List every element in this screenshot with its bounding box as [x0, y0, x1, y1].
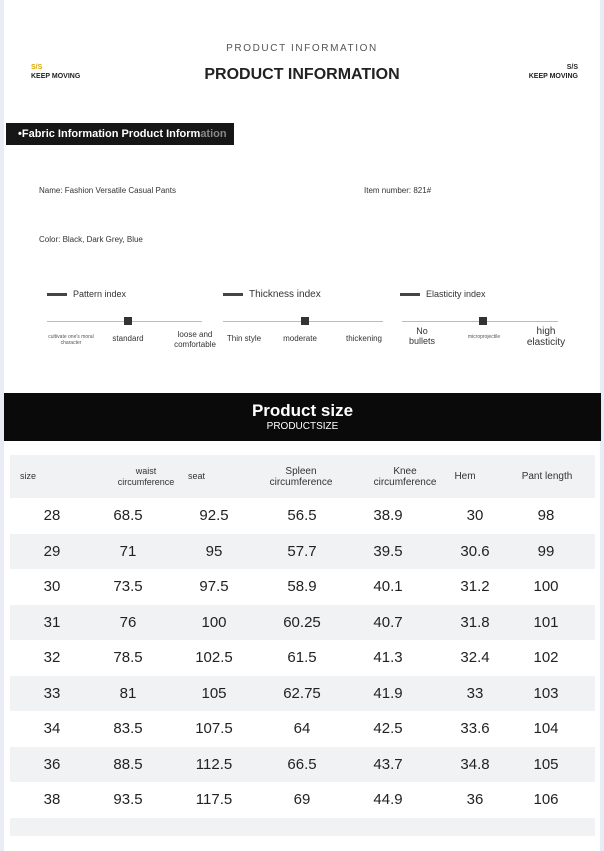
cell-waist: 93.5: [113, 791, 143, 808]
pattern-index-marker: [124, 317, 132, 325]
table-row: [10, 605, 595, 641]
cell-hem: 31.2: [460, 578, 490, 595]
table-row: [10, 534, 595, 570]
elasticity-index-mid: microprojectile: [467, 334, 501, 340]
elasticity-index-bar: [400, 293, 420, 296]
cell-hem: 36: [466, 791, 484, 808]
cell-hem: 30: [466, 507, 484, 524]
cell-size: 32: [43, 649, 61, 666]
cell-seat: 92.5: [199, 507, 229, 524]
cell-knee: 38.9: [373, 507, 403, 524]
cell-spleen: 57.7: [287, 542, 317, 560]
header-knee: Knee circumference: [373, 465, 437, 488]
brand-right-text: KEEP MOVING: [528, 73, 578, 80]
elasticity-index-marker: [479, 317, 487, 325]
brand-right-ss: S/S: [566, 64, 578, 71]
thickness-index-label: Thickness index: [249, 289, 321, 300]
cell-pant-length: 104: [533, 720, 559, 737]
cell-knee: 39.5: [373, 542, 403, 560]
header-seat: seat: [188, 471, 206, 481]
cell-size: 29: [43, 542, 61, 560]
cell-seat: 100: [201, 613, 227, 631]
header-hem: Hem: [454, 471, 476, 482]
pattern-index-label: Pattern index: [73, 289, 127, 299]
cell-pant-length: 99: [537, 542, 555, 560]
cell-pant-length: 100: [533, 578, 559, 595]
table-row: [10, 676, 595, 712]
thickness-index-high: thickening: [345, 334, 383, 343]
cell-hem: 33.6: [460, 720, 490, 737]
cell-spleen: 61.5: [287, 649, 317, 666]
elasticity-index-label: Elasticity index: [426, 289, 486, 299]
header-size: size: [20, 471, 37, 481]
product-color: Color: Black, Dark Grey, Blue: [39, 235, 143, 244]
cell-pant-length: 102: [533, 649, 559, 666]
size-table: [10, 455, 595, 836]
cell-seat: 105: [201, 684, 227, 702]
header-small-title: PRODUCT INFORMATION: [226, 43, 378, 54]
cell-spleen: 56.5: [287, 507, 317, 524]
cell-waist: 73.5: [113, 578, 143, 595]
header-big-title-text: PRODUCT INFORMATION: [204, 66, 400, 83]
cell-size: 36: [43, 755, 61, 773]
brand-right: [529, 63, 578, 81]
cell-size: 33: [43, 684, 61, 702]
cell-seat: 95: [205, 542, 223, 560]
brand-left-text: KEEP MOVING: [31, 73, 81, 80]
table-row: [10, 782, 595, 818]
cell-seat: 107.5: [195, 720, 233, 737]
brand-left: [31, 63, 80, 81]
cell-pant-length: 103: [533, 684, 559, 702]
cell-waist: 83.5: [113, 720, 143, 737]
cell-size: 31: [43, 613, 61, 631]
cell-size: 28: [43, 507, 61, 524]
cell-spleen: 66.5: [287, 755, 317, 773]
size-table-footer: [10, 818, 595, 836]
cell-pant-length: 106: [533, 791, 559, 808]
cell-hem: 32.4: [460, 649, 490, 666]
cell-hem: 34.8: [460, 755, 490, 773]
cell-spleen: 69: [293, 791, 311, 808]
size-table-header: [10, 455, 595, 498]
cell-knee: 43.7: [373, 755, 403, 773]
cell-knee: 41.3: [373, 649, 403, 666]
thickness-index-mid: moderate: [283, 334, 317, 343]
thickness-index-low: Thin style: [226, 334, 262, 343]
cell-knee: 42.5: [373, 720, 403, 737]
thickness-index-marker: [301, 317, 309, 325]
cell-waist: 81: [119, 684, 137, 702]
cell-knee: 40.7: [373, 613, 403, 631]
cell-waist: 76: [119, 613, 137, 631]
cell-seat: 97.5: [199, 578, 229, 595]
table-row: [10, 498, 595, 534]
cell-knee: 44.9: [373, 791, 403, 808]
cell-pant-length: 98: [537, 507, 555, 524]
cell-size: 34: [43, 720, 61, 737]
item-number: Item number: 821#: [364, 186, 432, 195]
thickness-index-title: [223, 289, 321, 300]
cell-waist: 68.5: [113, 507, 143, 524]
header-spleen: Spleen circumference: [269, 465, 333, 488]
cell-spleen: 60.25: [283, 613, 321, 631]
pattern-index-mid: standard: [112, 334, 144, 343]
brand-left-ss: S/S: [31, 64, 43, 71]
cell-size: 38: [43, 791, 61, 808]
table-row: [10, 747, 595, 783]
table-row: [10, 640, 595, 676]
cell-waist: 78.5: [113, 649, 143, 666]
cell-pant-length: 105: [533, 755, 559, 773]
cell-seat: 112.5: [195, 755, 233, 773]
table-row: [10, 569, 595, 605]
elasticity-index-title: [400, 289, 486, 299]
pattern-index-low: cultivate one's moral character: [48, 334, 94, 346]
table-row: [10, 711, 595, 747]
cell-spleen: 64: [293, 720, 311, 737]
product-size-title: Product size: [251, 401, 354, 420]
cell-waist: 88.5: [113, 755, 143, 773]
cell-seat: 102.5: [195, 649, 233, 666]
header-waist: waist circumference: [117, 465, 175, 487]
pattern-index-title: [47, 289, 126, 299]
cell-hem: 33: [466, 684, 484, 702]
thickness-index-bar: [223, 293, 243, 296]
cell-waist: 71: [119, 542, 137, 560]
cell-pant-length: 101: [533, 613, 559, 631]
cell-spleen: 62.75: [283, 684, 321, 702]
cell-size: 30: [43, 578, 61, 595]
elasticity-index-low: No bullets: [408, 326, 435, 346]
header-pant-length: Pant length: [521, 471, 573, 482]
header-big-title: [0, 66, 604, 84]
cell-knee: 40.1: [373, 578, 403, 595]
fabric-title-fade: ation: [200, 128, 227, 140]
cell-hem: 31.8: [460, 613, 490, 631]
fabric-section-title: [6, 123, 234, 145]
cell-spleen: 58.9: [287, 578, 317, 595]
product-name: Name: Fashion Versatile Casual Pants: [39, 186, 176, 195]
cell-knee: 41.9: [373, 684, 403, 702]
product-size-banner: [4, 393, 601, 441]
size-table-body: [10, 498, 595, 818]
cell-seat: 117.5: [195, 791, 233, 808]
cell-hem: 30.6: [460, 542, 490, 560]
fabric-title-main: •Fabric Information Product Inform: [18, 128, 201, 140]
elasticity-index-high: high elasticity: [526, 326, 566, 348]
product-size-subtitle: PRODUCTSIZE: [266, 421, 339, 432]
pattern-index-high: loose and comfortable: [174, 330, 216, 349]
pattern-index-bar: [47, 293, 67, 296]
